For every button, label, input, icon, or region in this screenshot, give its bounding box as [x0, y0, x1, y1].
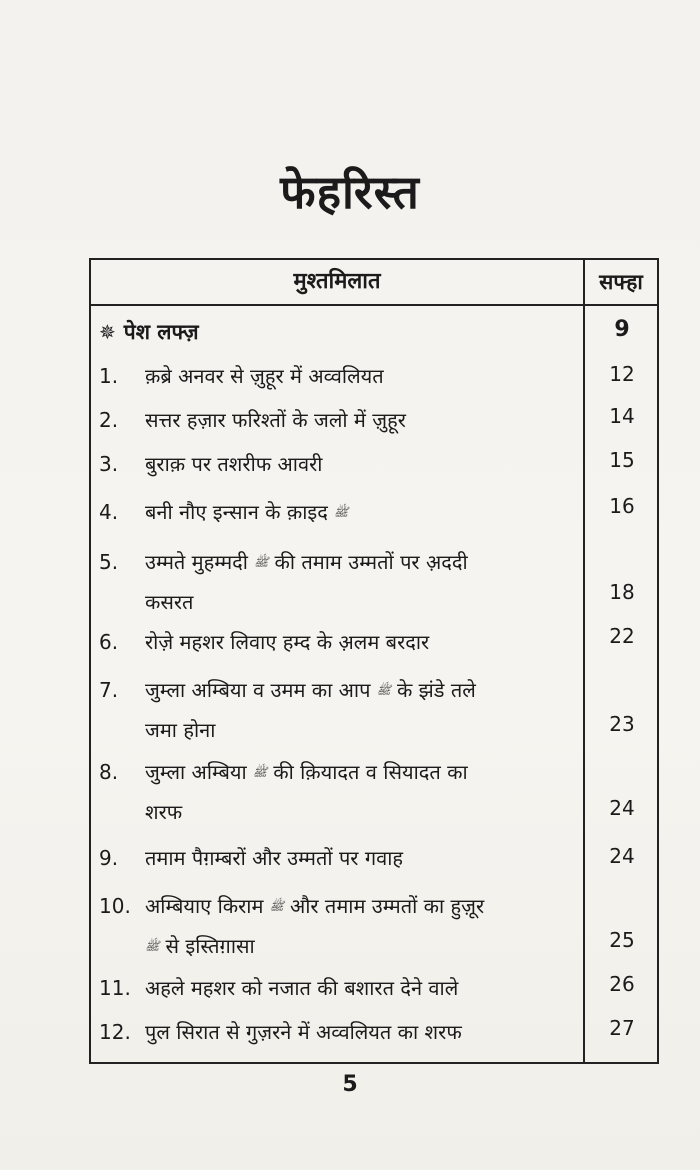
- header-contents: मुश्तमिलात: [293, 269, 381, 294]
- entry-page: 24: [609, 796, 635, 820]
- entry-number: 2.: [99, 408, 119, 432]
- entry-number: 5.: [99, 550, 119, 574]
- page-title: फेहरिस्त: [280, 165, 420, 219]
- entry-text: क़ब्रे अनवर से ज़ुहूर में अव्वलियत: [145, 364, 384, 388]
- header-divider: [91, 304, 657, 306]
- entry-text: उम्मते मुहम्मदी ﷺ की तमाम उम्मतों पर अ़ददी: [145, 542, 468, 585]
- contents-table: [89, 258, 659, 1064]
- entry-number: 6.: [99, 630, 119, 654]
- entry-text-continued: कसरत: [145, 590, 194, 614]
- header-page: सफ्हा: [599, 270, 643, 294]
- entry-number: 11.: [99, 976, 131, 1000]
- entry-text: बुराक़ पर तशरीफ आवरी: [145, 452, 323, 476]
- salutation-glyph-icon: ﷺ: [376, 683, 391, 697]
- entry-number: 3.: [99, 452, 119, 476]
- entry-text: रोज़े महशर लिवाए हम्द के अ़लम बरदार: [145, 630, 430, 654]
- entry-text: तमाम पैग़म्बरों और उम्मतों पर गवाह: [145, 846, 404, 870]
- entry-text: बनी नौए इन्सान के क़ाइद ﷺ: [145, 492, 354, 535]
- entry-page: 15: [609, 448, 635, 472]
- entry-text-continued: ﷺ से इस्तिग़ासा: [145, 926, 255, 969]
- entry-number: 12.: [99, 1020, 131, 1044]
- entry-text: जुम्ला अम्बिया ﷺ की क़ियादत व सियादत का: [145, 752, 468, 795]
- entry-page: 24: [609, 844, 635, 868]
- entry-page: 27: [609, 1016, 635, 1040]
- star-icon: ✵: [99, 320, 116, 344]
- entry-text: अहले महशर को नजात की बशारत देने वाले: [145, 976, 459, 1000]
- preface-page: 9: [614, 317, 630, 342]
- entry-text: पुल सिरात से गुज़रने में अव्वलियत का शरफ: [145, 1020, 462, 1044]
- entry-text: जुम्ला अम्बिया व उमम का आप ﷺ के झंडे तले: [145, 670, 476, 713]
- entry-number: 1.: [99, 364, 119, 388]
- salutation-glyph-icon: ﷺ: [145, 939, 160, 953]
- entry-text-continued: जमा होना: [145, 718, 216, 742]
- entry-text: सत्तर हज़ार फरिश्तों के जलो में ज़ुहूर: [145, 408, 406, 432]
- entry-text: अम्बियाए किराम ﷺ और तमाम उम्मतों का हुज़ूर: [145, 886, 484, 929]
- entry-page: 12: [609, 362, 635, 386]
- entry-page: 26: [609, 972, 635, 996]
- entry-number: 8.: [99, 760, 119, 784]
- entry-number: 9.: [99, 846, 119, 870]
- salutation-glyph-icon: ﷺ: [269, 899, 284, 913]
- entry-page: 16: [609, 494, 635, 518]
- salutation-glyph-icon: ﷺ: [253, 555, 269, 569]
- entry-number: 4.: [99, 500, 119, 524]
- preface-label: पेश लफ्ज़: [123, 320, 199, 344]
- salutation-glyph-icon: ﷺ: [252, 765, 268, 779]
- entry-text-continued: शरफ: [145, 800, 183, 824]
- preface-row: [99, 312, 581, 352]
- entry-page: 14: [609, 404, 635, 428]
- entry-page: 23: [609, 712, 635, 736]
- entry-number: 10.: [99, 894, 131, 918]
- entry-number: 7.: [99, 678, 119, 702]
- page-number: 5: [342, 1072, 358, 1097]
- salutation-glyph-icon: ﷺ: [333, 505, 349, 519]
- entry-page: 25: [609, 928, 635, 952]
- entry-page: 18: [609, 580, 635, 604]
- entry-page: 22: [609, 624, 635, 648]
